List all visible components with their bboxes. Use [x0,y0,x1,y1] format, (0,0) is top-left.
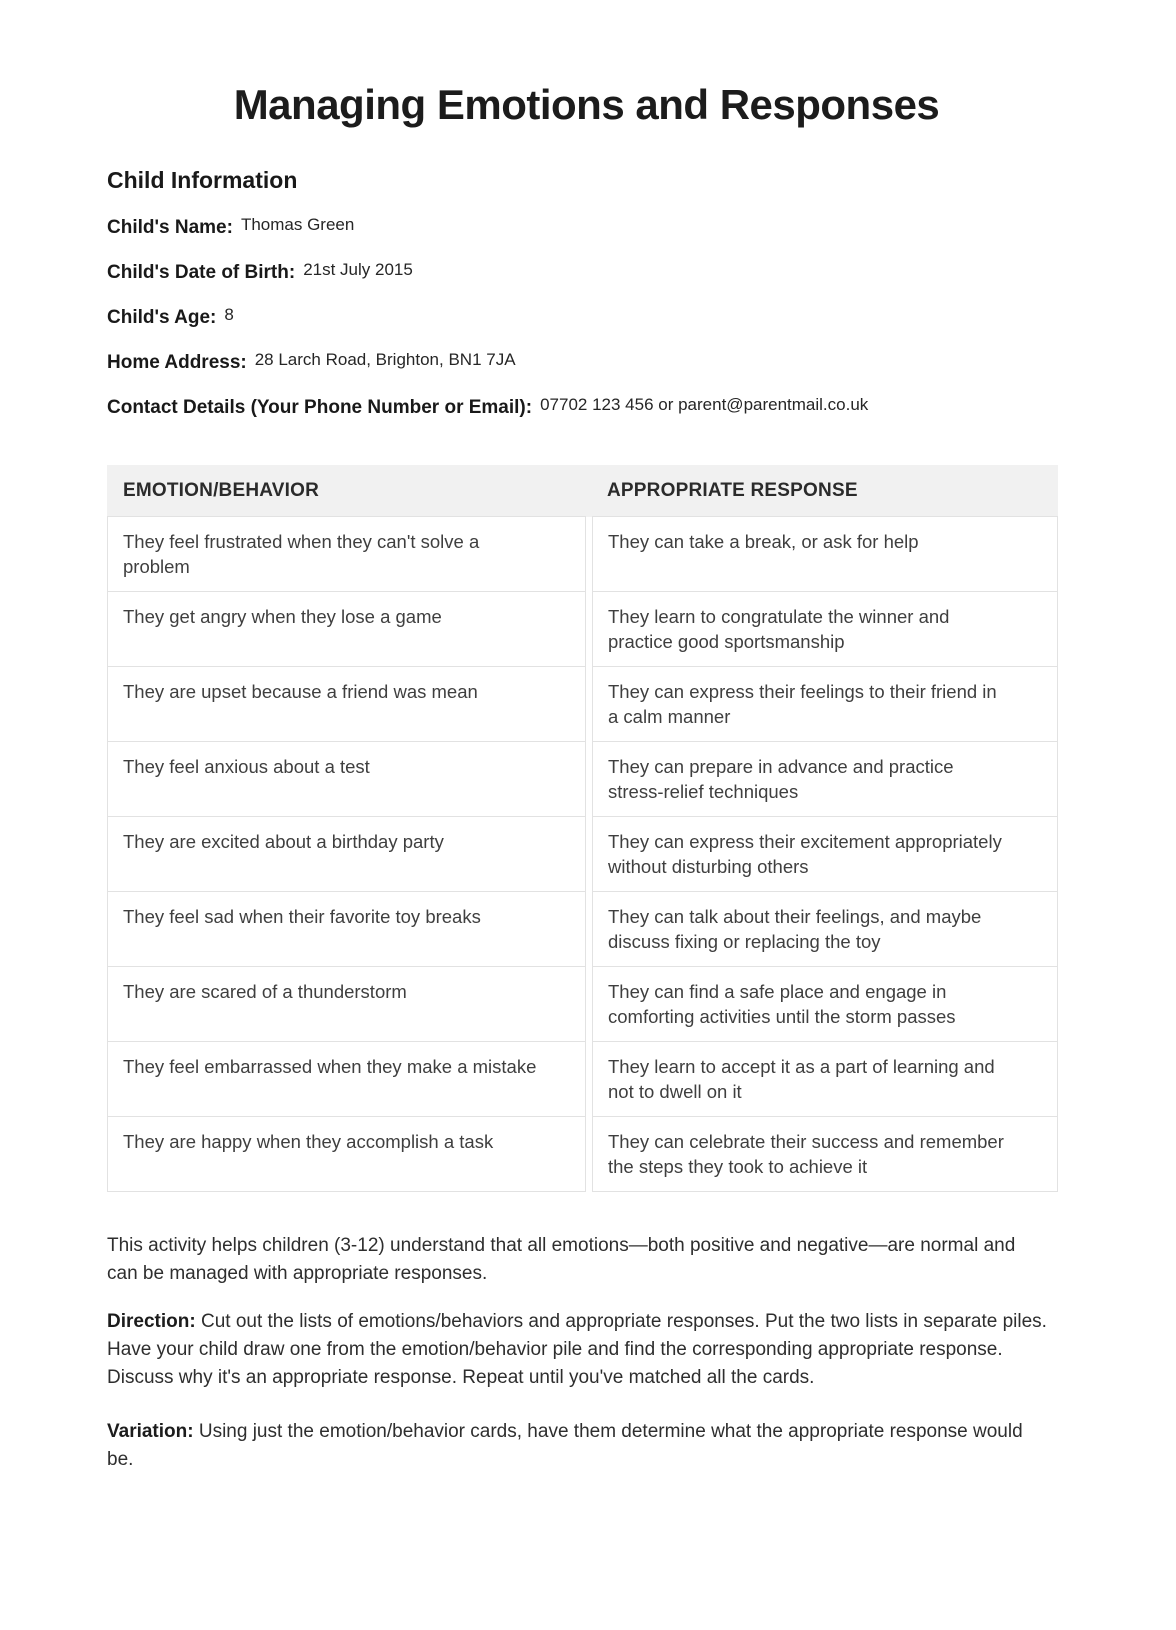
variation-paragraph [107,1418,1047,1474]
response-cell: They can prepare in advance and practice stress-relief techniques [592,741,1058,817]
intro-paragraph [107,1232,1047,1288]
field-childs-age [107,306,1066,329]
emotion-cell: They feel embarrassed when they make a mistake [107,1041,586,1117]
emotion-cell: They get angry when they lose a game [107,591,586,667]
table-row [107,516,1058,592]
field-value-date-of-birth: 21st July 2015 [303,260,413,279]
column-header-emotion-behavior: EMOTION/BEHAVIOR [123,480,320,501]
field-value-contact-details: 07702 123 456 or parent@parentmail.co.uk [540,395,869,414]
field-label-date-of-birth: Child's Date of Birth: [107,262,296,283]
emotion-cell: They feel sad when their favorite toy breaks [107,891,586,967]
field-value-childs-name: Thomas Green [240,215,355,234]
page-title: Managing Emotions and Responses [233,81,940,128]
field-label-contact-details: Contact Details (Your Phone Number or Email): [107,397,533,418]
column-header-appropriate-response: APPROPRIATE RESPONSE [607,480,858,501]
emotion-cell: They are scared of a thunderstorm [107,966,586,1042]
response-cell: They can celebrate their success and remember the steps they took to achieve it [592,1116,1058,1192]
response-cell: They learn to accept it as a part of learning and not to dwell on it [592,1041,1058,1117]
table-row [107,891,1058,967]
response-cell: They can express their excitement appropriately without disturbing others [592,816,1058,892]
response-cell: They learn to congratulate the winner and practice good sportsmanship [592,591,1058,667]
response-cell: They can find a safe place and engage in comforting activities until the storm passes [592,966,1058,1042]
variation-text: Using just the emotion/behavior cards, have them determine what the appropriate response would be. [107,1421,1023,1470]
field-childs-name [107,216,1066,239]
table-row [107,741,1058,817]
table-row [107,1116,1058,1192]
emotion-cell: They feel frustrated when they can't solve a problem [107,516,586,592]
emotion-cell: They are excited about a birthday party [107,816,586,892]
response-cell: They can express their feelings to their friend in a calm manner [592,666,1058,742]
table-header-row [107,465,1058,517]
field-date-of-birth [107,261,1066,284]
field-value-home-address: 28 Larch Road, Brighton, BN1 7JA [254,350,516,369]
direction-paragraph [107,1308,1047,1392]
emotion-cell: They are happy when they accomplish a task [107,1116,586,1192]
field-value-childs-age: 8 [224,305,234,324]
table-row [107,966,1058,1042]
emotion-response-table [107,465,1058,1192]
table-row [107,666,1058,742]
intro-text: This activity helps children (3-12) understand that all emotions—both positive and negative—are normal and can be managed with appropriate responses. [107,1235,1016,1284]
table-row [107,816,1058,892]
emotion-cell: They are upset because a friend was mean [107,666,586,742]
table-row [107,1041,1058,1117]
response-cell: They can take a break, or ask for help [592,516,1058,592]
field-label-home-address: Home Address: [107,352,247,373]
response-cell: They can talk about their feelings, and maybe discuss fixing or replacing the toy [592,891,1058,967]
field-label-childs-age: Child's Age: [107,307,217,328]
field-contact-details [107,396,1066,419]
direction-text: Cut out the lists of emotions/behaviors and appropriate responses. Put the two lists in separate piles. Have your child draw one from the emotion/behavior pile and find the corresponding appropriate response. Discuss why it's an appropriate response. Repeat until you've matched all the cards. [107,1311,1047,1388]
table-row [107,591,1058,667]
section-heading-child-information: Child Information [107,167,298,193]
field-home-address [107,351,1066,374]
field-label-childs-name: Child's Name: [107,217,233,238]
direction-label: Direction: [107,1311,196,1332]
variation-label: Variation: [107,1421,194,1442]
emotion-cell: They feel anxious about a test [107,741,586,817]
